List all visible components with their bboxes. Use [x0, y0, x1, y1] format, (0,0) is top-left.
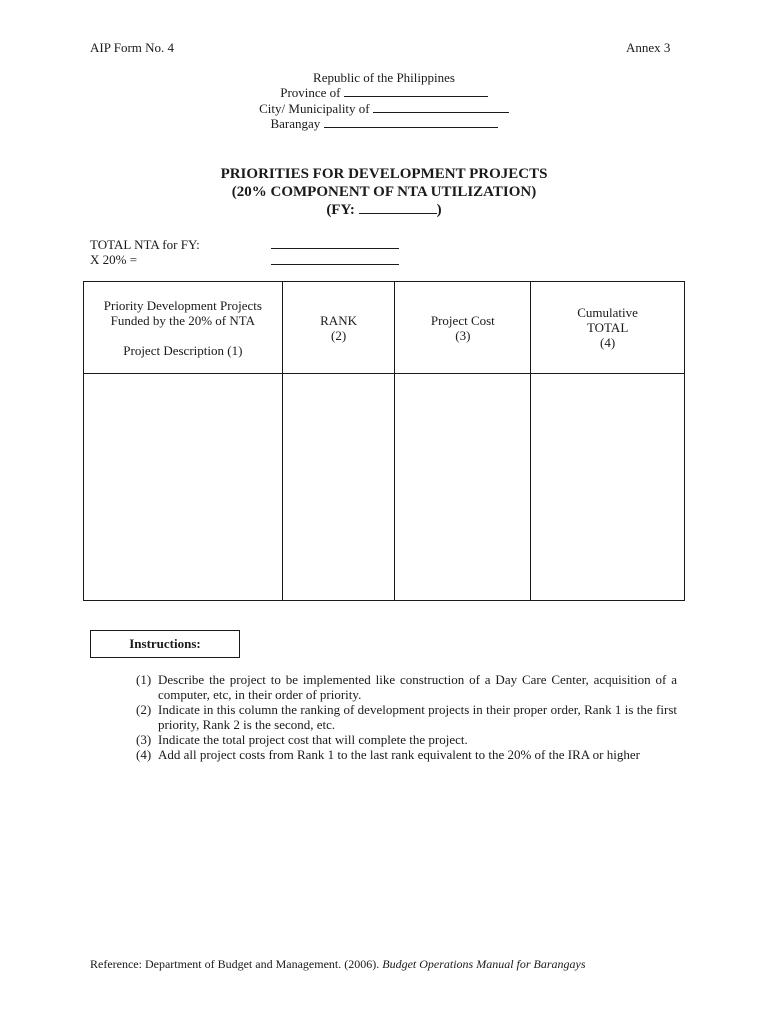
barangay-blank[interactable] [324, 116, 498, 128]
table-row [84, 374, 685, 601]
fy-open: (FY: [326, 202, 355, 218]
column-header-project-cost: Project Cost (3) [395, 282, 531, 374]
fiscal-year-line [0, 202, 768, 219]
republic-text: Republic of the Philippines [313, 70, 455, 85]
province-line [0, 85, 768, 101]
fy-close: ) [436, 202, 442, 218]
annex-label: Annex 3 [626, 40, 671, 55]
cumulative-total-cell[interactable] [531, 374, 685, 601]
x20-blank[interactable] [271, 252, 399, 265]
rank-cell[interactable] [282, 374, 395, 601]
description-cell[interactable] [84, 374, 283, 601]
instruction-item: (4) Add all project costs from Rank 1 to the last rank equivalent to the 20% of the IRA or higher [136, 747, 640, 762]
province-blank[interactable] [344, 85, 488, 97]
instruction-item: (2) Indicate in this column the ranking of development projects in their proper order, Rank 1 is the first priority, Rank 2 is the second, etc. [136, 702, 677, 732]
instructions-heading: Instructions: [90, 630, 240, 658]
instruction-item: (3) Indicate the total project cost that will complete the project. [136, 732, 468, 747]
reference-footer [90, 957, 586, 972]
form-title-line2: (20% COMPONENT OF NTA UTILIZATION) [231, 184, 537, 200]
city-line [0, 101, 768, 117]
form-number: AIP Form No. 4 [90, 40, 175, 55]
barangay-label: Barangay [270, 116, 321, 131]
table-header-row [84, 282, 685, 374]
reference-text: Reference: Department of Budget and Management. (2006). [90, 957, 383, 971]
column-header-cumulative-total: Cumulative TOTAL (4) [531, 282, 685, 374]
city-blank[interactable] [373, 101, 509, 113]
republic-line [0, 70, 768, 86]
instruction-item: (1) Describe the project to be implemented like construction of a Day Care Center, acquisition of a computer, etc, in their order of priority. [136, 672, 677, 702]
projects-table [83, 281, 685, 601]
form-title-line1: PRIORITIES FOR DEVELOPMENT PROJECTS [220, 166, 548, 182]
fy-blank[interactable] [359, 202, 437, 214]
instructions-list [136, 672, 677, 762]
city-label: City/ Municipality of [259, 101, 370, 116]
barangay-line [0, 116, 768, 132]
column-header-description: Priority Development Projects Funded by the 20% of NTA Project Description (1) [84, 282, 283, 374]
total-nta-label: TOTAL NTA for FY: [90, 237, 200, 252]
project-cost-cell[interactable] [395, 374, 531, 601]
column-header-rank: RANK (2) [282, 282, 395, 374]
manual-title: Budget Operations Manual for Barangays [382, 957, 586, 971]
x20-label: X 20% = [90, 252, 138, 267]
total-nta-blank[interactable] [271, 236, 399, 249]
province-label: Province of [280, 85, 341, 100]
